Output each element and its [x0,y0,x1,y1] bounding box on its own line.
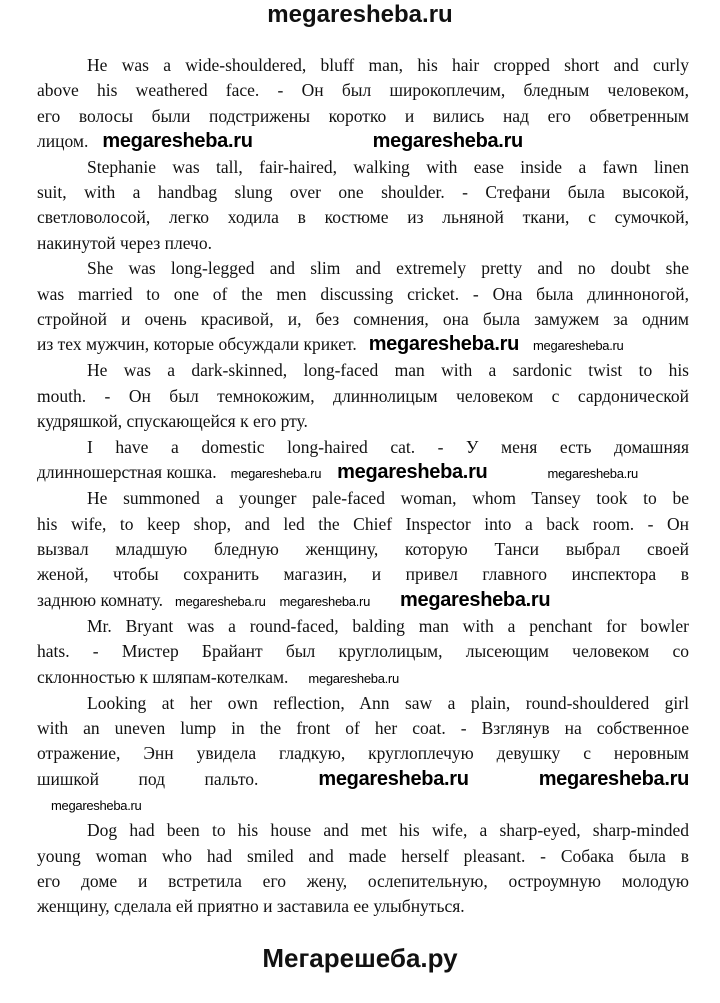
paragraph [37,53,689,155]
text-line [37,537,689,562]
text-line [37,205,689,230]
text-line [37,512,689,537]
text-line [37,256,689,281]
text-line-content: накинутой через плечо. [37,232,212,253]
text-line-content: женщину, сделала ей приятно и заставила ее улыбнуться. [37,896,465,917]
text-line-content: женой, чтобы сохранить магазин, и привел главного инспектора в [37,564,689,585]
text-line [37,282,689,307]
watermark: megaresheba.ru [279,593,371,609]
text-line [37,155,689,180]
text-line-content: was married to one of the men discussing cricket. - Она была длинноногой, [37,283,689,304]
paragraph [37,818,689,920]
text-line [37,665,689,691]
text-line [37,562,689,587]
text-line [37,384,689,409]
text-line-content: стройной и очень красивой, и, без сомнения, она была замужем за одним [37,309,689,330]
text-line-content: отражение, Энн увидела гладкую, круглоплечую девушку с неровным [37,743,689,764]
text-line [37,78,689,103]
text-line-content: из тех мужчин, которые обсуждали крикет. [37,334,357,355]
text-line-content: He was a dark-skinned, long-faced man with a sardonic twist to his [87,360,689,381]
watermark: megaresheba.ru [51,798,142,814]
watermark: megaresheba.ru [372,130,523,153]
paragraph [37,614,689,691]
text-line [37,435,689,460]
text-line-content: Dog had been to his house and met his wife, a sharp-eyed, sharp-minded [87,820,689,841]
text-line [37,588,689,614]
text-line-content: mouth. - Он был темнокожим, длиннолицым человеком с сардонической [37,385,689,406]
text-line [37,844,689,869]
text-line [37,129,689,154]
text-line [37,460,689,486]
watermark: megaresheba.ru [318,767,469,790]
paragraph [37,435,689,486]
text-line [37,741,689,766]
text-line [37,869,689,894]
text-line [37,767,689,818]
text-line-content: his wife, to keep shop, and led the Chief Inspector into a back room. - Он [37,513,689,534]
paragraph [37,486,689,614]
text-line [37,894,689,919]
footer-watermark: Мегарешеба.ру [262,943,458,973]
text-line [37,716,689,741]
watermark: megaresheba.ru [547,466,638,482]
text-line [37,691,689,716]
watermark: megaresheba.ru [175,593,266,609]
watermark: megaresheba.ru [400,588,551,611]
text-line-content: лицом. [37,131,89,152]
text-line-content: вызвал младшую бледную женщину, которую Танси выбрал своей [37,538,689,559]
text-line [37,614,689,639]
text-line-content: suit, with a handbag slung over one shoulder. - Стефани была высокой, [37,182,689,203]
watermark: megaresheba.ru [308,670,399,686]
watermark: megaresheba.ru [538,767,689,790]
header-watermark: megaresheba.ru [267,1,453,28]
watermark: megaresheba.ru [230,466,322,482]
text-line-content: его волосы были подстрижены коротко и вились над его обветренным [37,105,689,126]
text-line [37,486,689,511]
text-line-content: заднюю комнату. [37,589,164,610]
text-line-content: with an uneven lump in the front of her coat. - Взглянув на собственное [37,717,689,738]
text-line-content: длинношерстная кошка. [37,462,217,483]
text-line-content: шишкой под пальто. [37,768,259,789]
watermark: megaresheba.ru [337,461,488,484]
text-line-content: above his weathered face. - Он был широкоплечим, бледным человеком, [37,80,689,101]
text-line [37,639,689,664]
text-line-content: склонностью к шляпам-котелкам. [37,666,289,687]
text-line-content: Mr. Bryant was a round-faced, balding man with a penchant for bowler [87,615,689,636]
text-line-content: Stephanie was tall, fair-haired, walking with ease inside a fawn linen [87,156,689,177]
text-line [37,104,689,129]
paragraph [37,155,689,257]
text-line-content: его доме и встретила его жену, ослепительную, остроумную молодую [37,870,689,891]
text-line-content: She was long-legged and slim and extremely pretty and no doubt she [87,258,689,279]
text-line-content: светловолосой, легко ходила в костюме из льняной ткани, с сумочкой, [37,207,689,228]
text-line-content: hats. - Мистер Брайант был круглолицым, лысеющим человеком со [37,641,689,662]
text-line-content: I have a domestic long-haired cat. - У меня есть домашняя [87,436,689,457]
text-line [37,358,689,383]
text-line-content: Looking at her own reflection, Ann saw a plain, round-shouldered girl [87,692,689,713]
text-line [37,53,689,78]
paragraph [37,256,689,358]
document-body [37,53,689,920]
text-line [37,818,689,843]
paragraph [37,358,689,434]
paragraph [37,691,689,819]
text-line [37,332,689,358]
text-line-content: He summoned a younger pale-faced woman, whom Tansey took to be [87,488,689,509]
watermark: megaresheba.ru [368,333,520,356]
text-line [37,307,689,332]
text-line-content: кудряшкой, спускающейся к его рту. [37,411,308,432]
watermark: megaresheba.ru [533,338,624,354]
text-line [37,180,689,205]
text-line-content: He was a wide-shouldered, bluff man, his hair cropped short and curly [87,55,689,75]
watermark: megaresheba.ru [102,130,253,153]
text-line [37,409,689,434]
text-line-content: young woman who had smiled and made herself pleasant. - Собака была в [37,845,689,866]
text-line [37,231,689,256]
